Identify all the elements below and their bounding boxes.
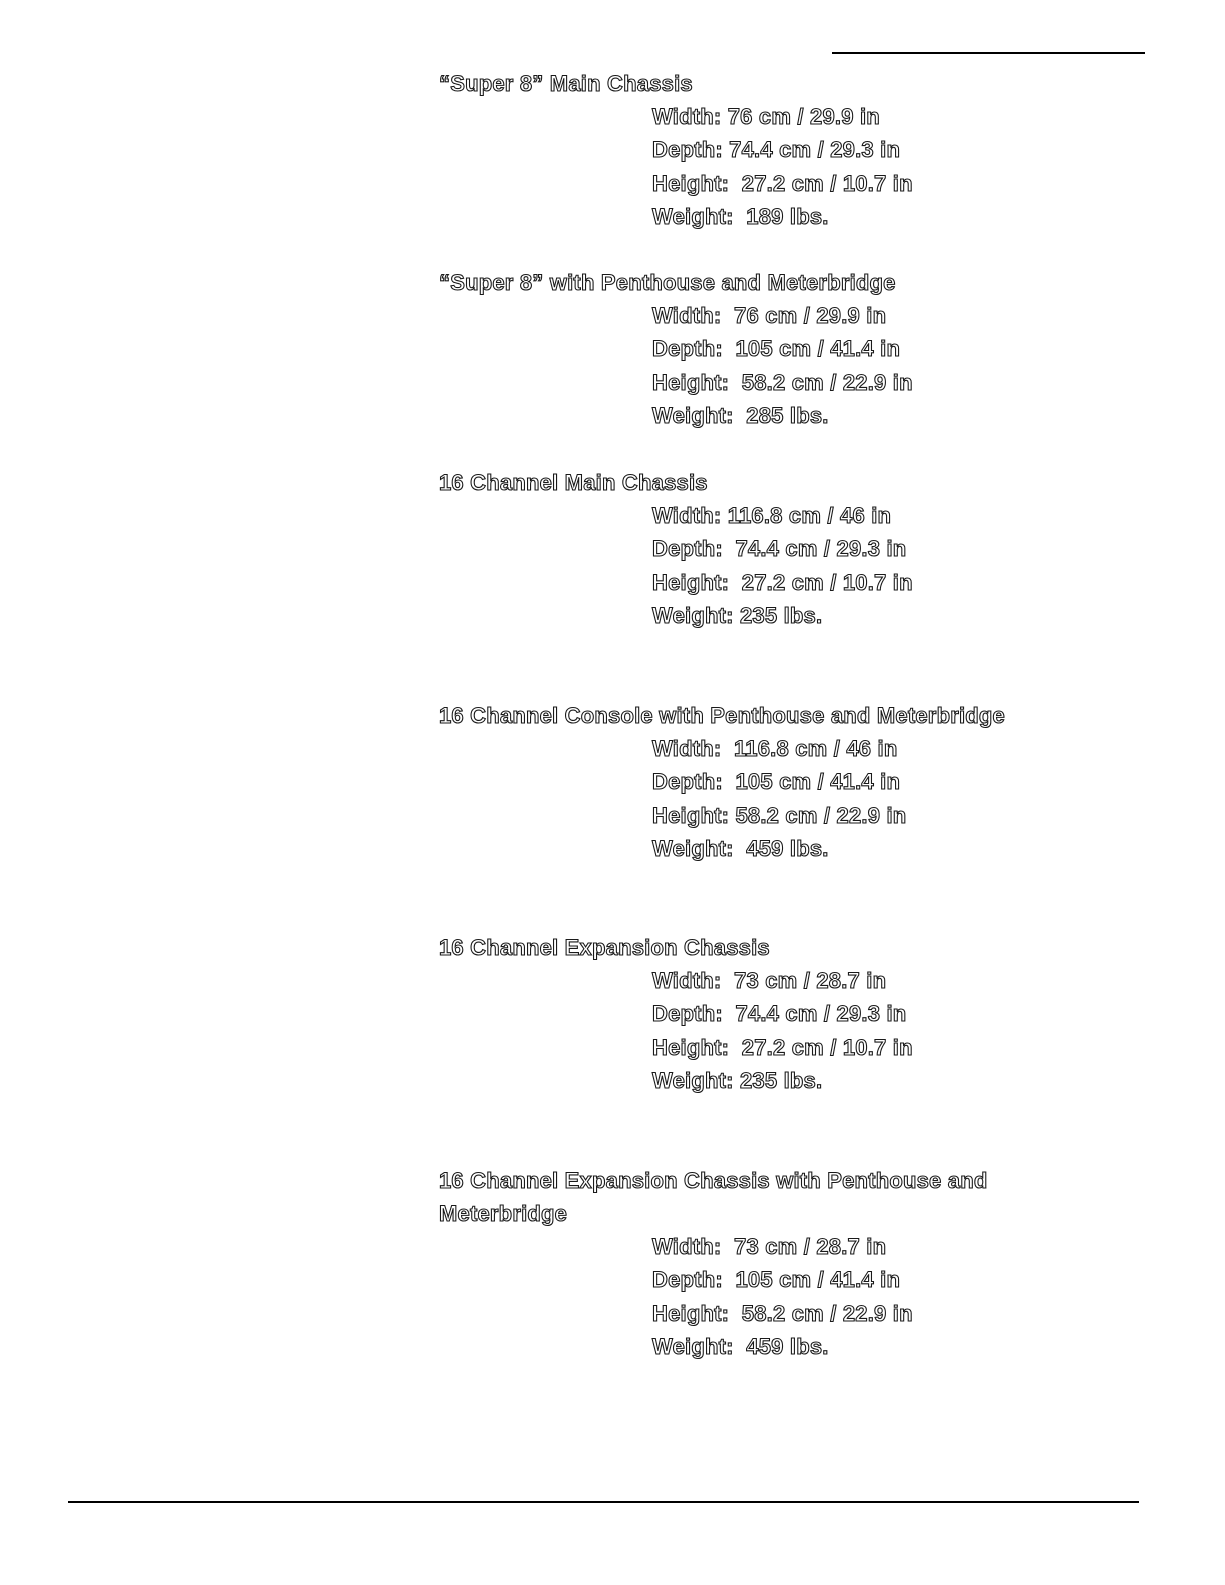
spec-list bbox=[652, 964, 1079, 1097]
spec-width: Width: 116.8 cm / 46 in bbox=[652, 736, 898, 761]
spec-list bbox=[652, 299, 1079, 432]
spec-section-16ch-console-penthouse-meterbridge bbox=[439, 699, 1079, 865]
footer-rule bbox=[68, 1501, 1139, 1503]
section-title: “Super 8” with Penthouse and Meterbridge bbox=[439, 270, 896, 295]
spec-weight: Weight: 189 lbs. bbox=[652, 203, 829, 229]
spec-height: Height: 58.2 cm / 22.9 in bbox=[652, 802, 907, 828]
spec-depth: Depth: 74.4 cm / 29.3 in bbox=[652, 1001, 907, 1027]
spec-weight: Weight: 459 lbs. bbox=[652, 835, 829, 861]
spec-list bbox=[652, 100, 1079, 233]
spec-list bbox=[652, 499, 1079, 632]
spec-depth: Depth: 74.4 cm / 29.3 in bbox=[652, 137, 901, 163]
header-rule bbox=[832, 52, 1145, 54]
spec-depth: Depth: 105 cm / 41.4 in bbox=[652, 1267, 901, 1293]
spec-depth: Depth: 105 cm / 41.4 in bbox=[652, 336, 901, 362]
spec-depth: Depth: 105 cm / 41.4 in bbox=[652, 769, 901, 795]
spec-list bbox=[652, 732, 1079, 865]
section-title: 16 Channel Expansion Chassis bbox=[439, 935, 770, 960]
spec-section-super8-penthouse-meterbridge bbox=[439, 266, 1079, 432]
spec-section-16ch-expansion-chassis bbox=[439, 931, 1079, 1097]
spec-height: Height: 27.2 cm / 10.7 in bbox=[652, 1034, 913, 1060]
spec-height: Height: 58.2 cm / 22.9 in bbox=[652, 1300, 913, 1326]
spec-width: Width: 73 cm / 28.7 in bbox=[652, 968, 887, 993]
section-title: 16 Channel Console with Penthouse and Meterbridge bbox=[439, 703, 1005, 728]
spec-width: Width: 76 cm / 29.9 in bbox=[652, 104, 880, 129]
spec-width: Width: 73 cm / 28.7 in bbox=[652, 1234, 887, 1259]
spec-section-16ch-main-chassis bbox=[439, 466, 1079, 632]
spec-weight: Weight: 235 lbs. bbox=[652, 602, 823, 628]
spec-height: Height: 27.2 cm / 10.7 in bbox=[652, 569, 913, 595]
spec-list bbox=[652, 1230, 1079, 1363]
spec-weight: Weight: 459 lbs. bbox=[652, 1333, 829, 1359]
spec-height: Height: 27.2 cm / 10.7 in bbox=[652, 170, 913, 196]
spec-height: Height: 58.2 cm / 22.9 in bbox=[652, 369, 913, 395]
spec-weight: Weight: 285 lbs. bbox=[652, 402, 829, 428]
spec-depth: Depth: 74.4 cm / 29.3 in bbox=[652, 536, 907, 562]
spec-width: Width: 76 cm / 29.9 in bbox=[652, 303, 887, 328]
spec-width: Width: 116.8 cm / 46 in bbox=[652, 503, 892, 528]
spec-section-16ch-expansion-penthouse-meterbridge bbox=[439, 1164, 1079, 1363]
section-title: 16 Channel Expansion Chassis with Penthouse and Meterbridge bbox=[439, 1168, 988, 1226]
section-title: “Super 8” Main Chassis bbox=[439, 71, 693, 96]
spec-weight: Weight: 235 lbs. bbox=[652, 1067, 823, 1093]
section-title: 16 Channel Main Chassis bbox=[439, 470, 708, 495]
spec-section-super8-main-chassis bbox=[439, 67, 1079, 233]
